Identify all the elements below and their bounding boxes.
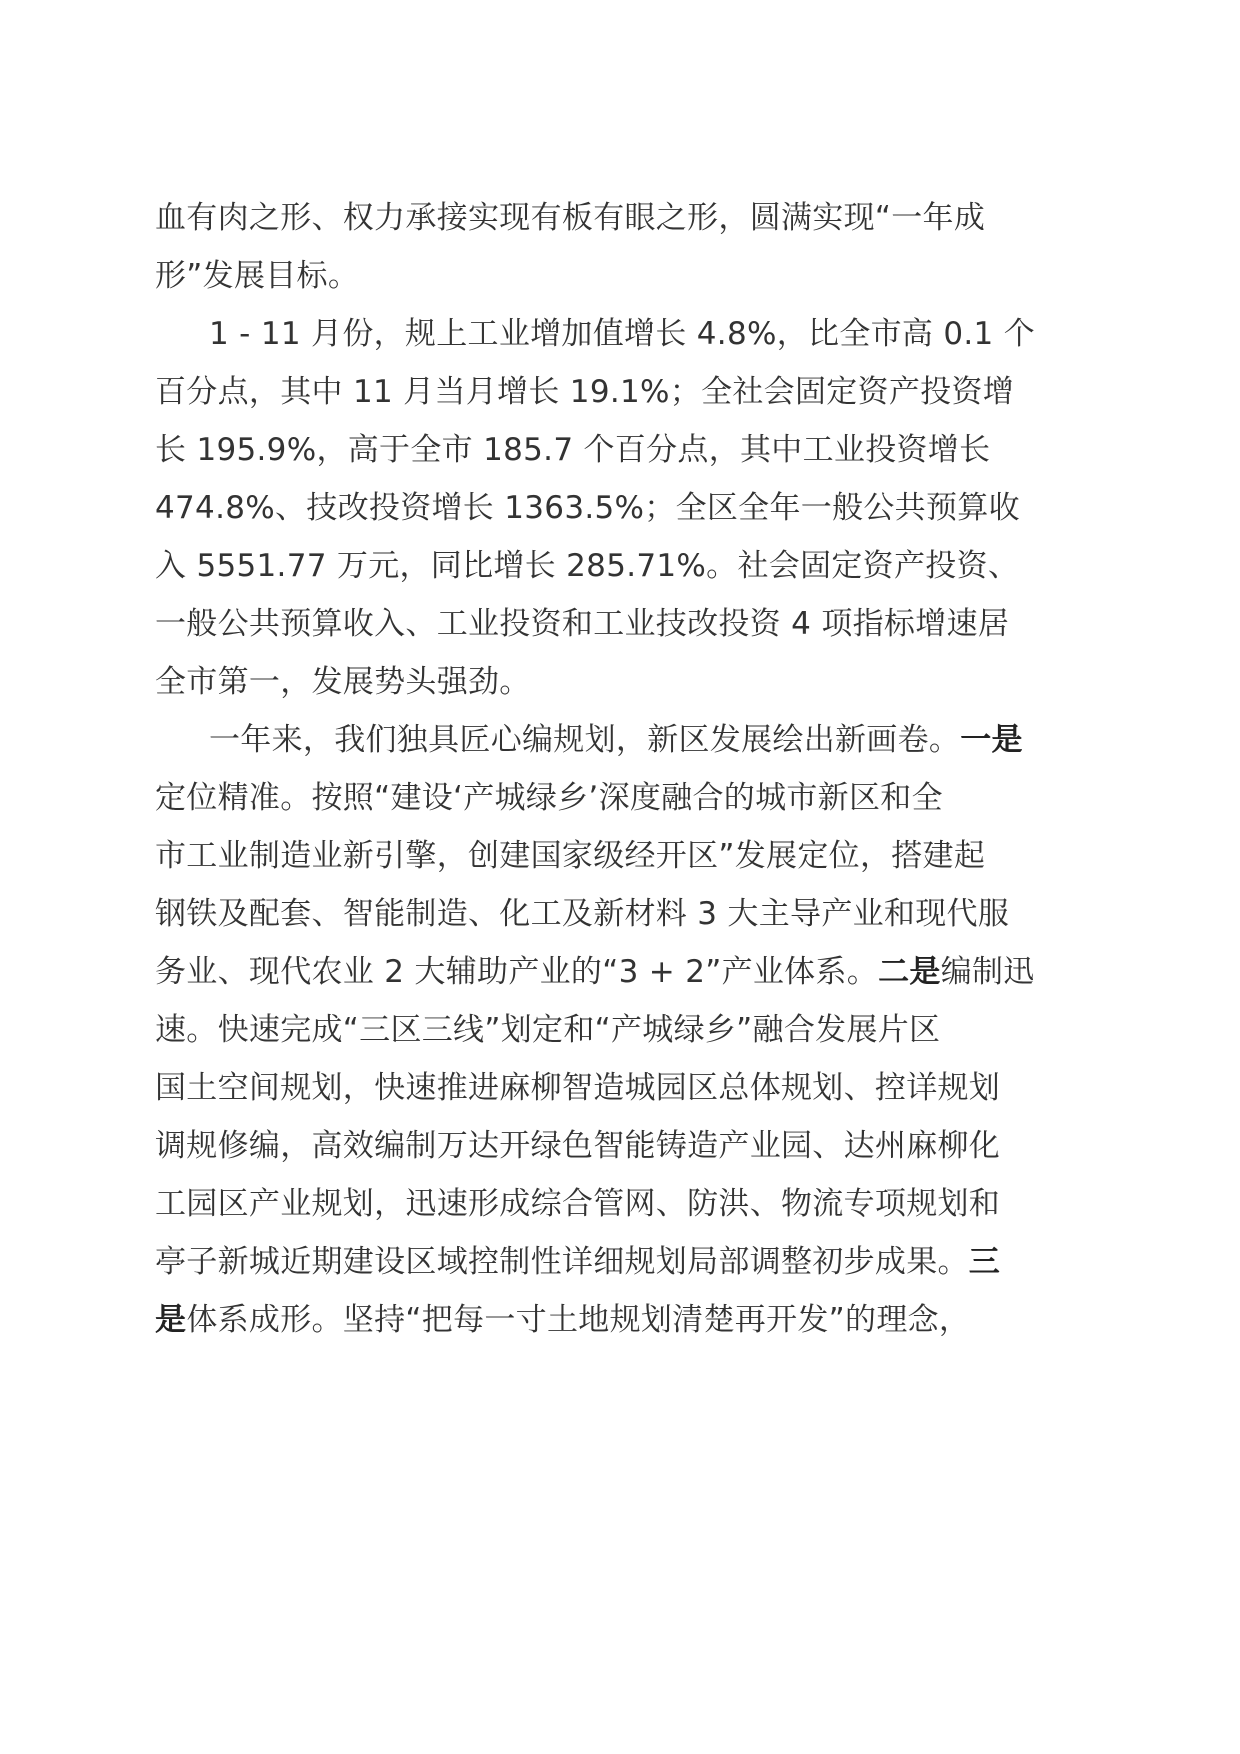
paragraph-3-line-9: 工园区产业规划，迅速形成综合管网、防洪、物流专项规划和	[155, 1186, 1001, 1222]
paragraph-1-line-1: 血有肉之形、权力承接实现有板有眼之形，圆满实现“一年成	[155, 200, 986, 236]
paragraph-2-line-7: 全市第一，发展势头强劲。	[155, 664, 531, 700]
paragraph-3-line-3: 市工业制造业新引擎，创建国家级经开区”发展定位，搭建起	[155, 838, 986, 874]
paragraph-3-line-10	[155, 1242, 1000, 1282]
line-text-after: 体系成形。坚持“把每一寸土地规划清楚再开发”的理念，	[186, 1302, 971, 1338]
paragraph-1-line-2: 形”发展目标。	[155, 258, 360, 294]
paragraph-3-line-5	[155, 952, 1035, 992]
paragraph-3-line-4: 钢铁及配套、智能制造、化工及新材料 3 大主导产业和现代服	[155, 896, 1010, 932]
line-text: 一年来，我们独具匠心编规划，新区发展绘出新画卷。	[209, 722, 961, 758]
bold-marker: 二是	[878, 954, 941, 990]
bold-marker: 是	[155, 1302, 187, 1338]
paragraph-2-line-4: 474.8%、技改投资增长 1363.5%；全区全年一般公共预算收	[155, 490, 1020, 526]
paragraph-2-line-5: 入 5551.77 万元，同比增长 285.71%。社会固定资产投资、	[155, 548, 1020, 584]
paragraph-2-line-3: 长 195.9%，高于全市 185.7 个百分点，其中工业投资增长	[155, 432, 991, 468]
paragraph-3-line-8: 调规修编，高效编制万达开绿色智能铸造产业园、达州麻柳化	[155, 1128, 1001, 1164]
paragraph-3-line-7: 国土空间规划，快速推进麻柳智造城园区总体规划、控详规划	[155, 1070, 1001, 1106]
paragraph-3-line-6: 速。快速完成“三区三线”划定和“产城绿乡”融合发展片区	[155, 1012, 941, 1048]
paragraph-2-line-1: 1 - 11 月份，规上工业增加值增长 4.8%，比全市高 0.1 个	[209, 316, 1036, 352]
bold-marker: 一是	[960, 722, 1023, 758]
bold-marker: 三	[968, 1244, 1001, 1280]
paragraph-2-line-2: 百分点，其中 11 月当月增长 19.1%；全社会固定资产投资增	[155, 374, 1015, 410]
line-text: 务业、现代农业 2 大辅助产业的“3 + 2”产业体系。	[155, 954, 879, 990]
line-text: 亭子新城近期建设区域控制性详细规划局部调整初步成果。	[155, 1244, 969, 1280]
line-text-after: 编制迅	[940, 954, 1035, 990]
paragraph-2-line-6: 一般公共预算收入、工业投资和工业技改投资 4 项指标增速居	[155, 606, 1010, 642]
paragraph-3-line-11	[155, 1300, 970, 1340]
paragraph-3-line-1	[209, 720, 1023, 760]
paragraph-3-line-2: 定位精准。按照“建设‘产城绿乡’深度融合的城市新区和全	[155, 780, 943, 816]
